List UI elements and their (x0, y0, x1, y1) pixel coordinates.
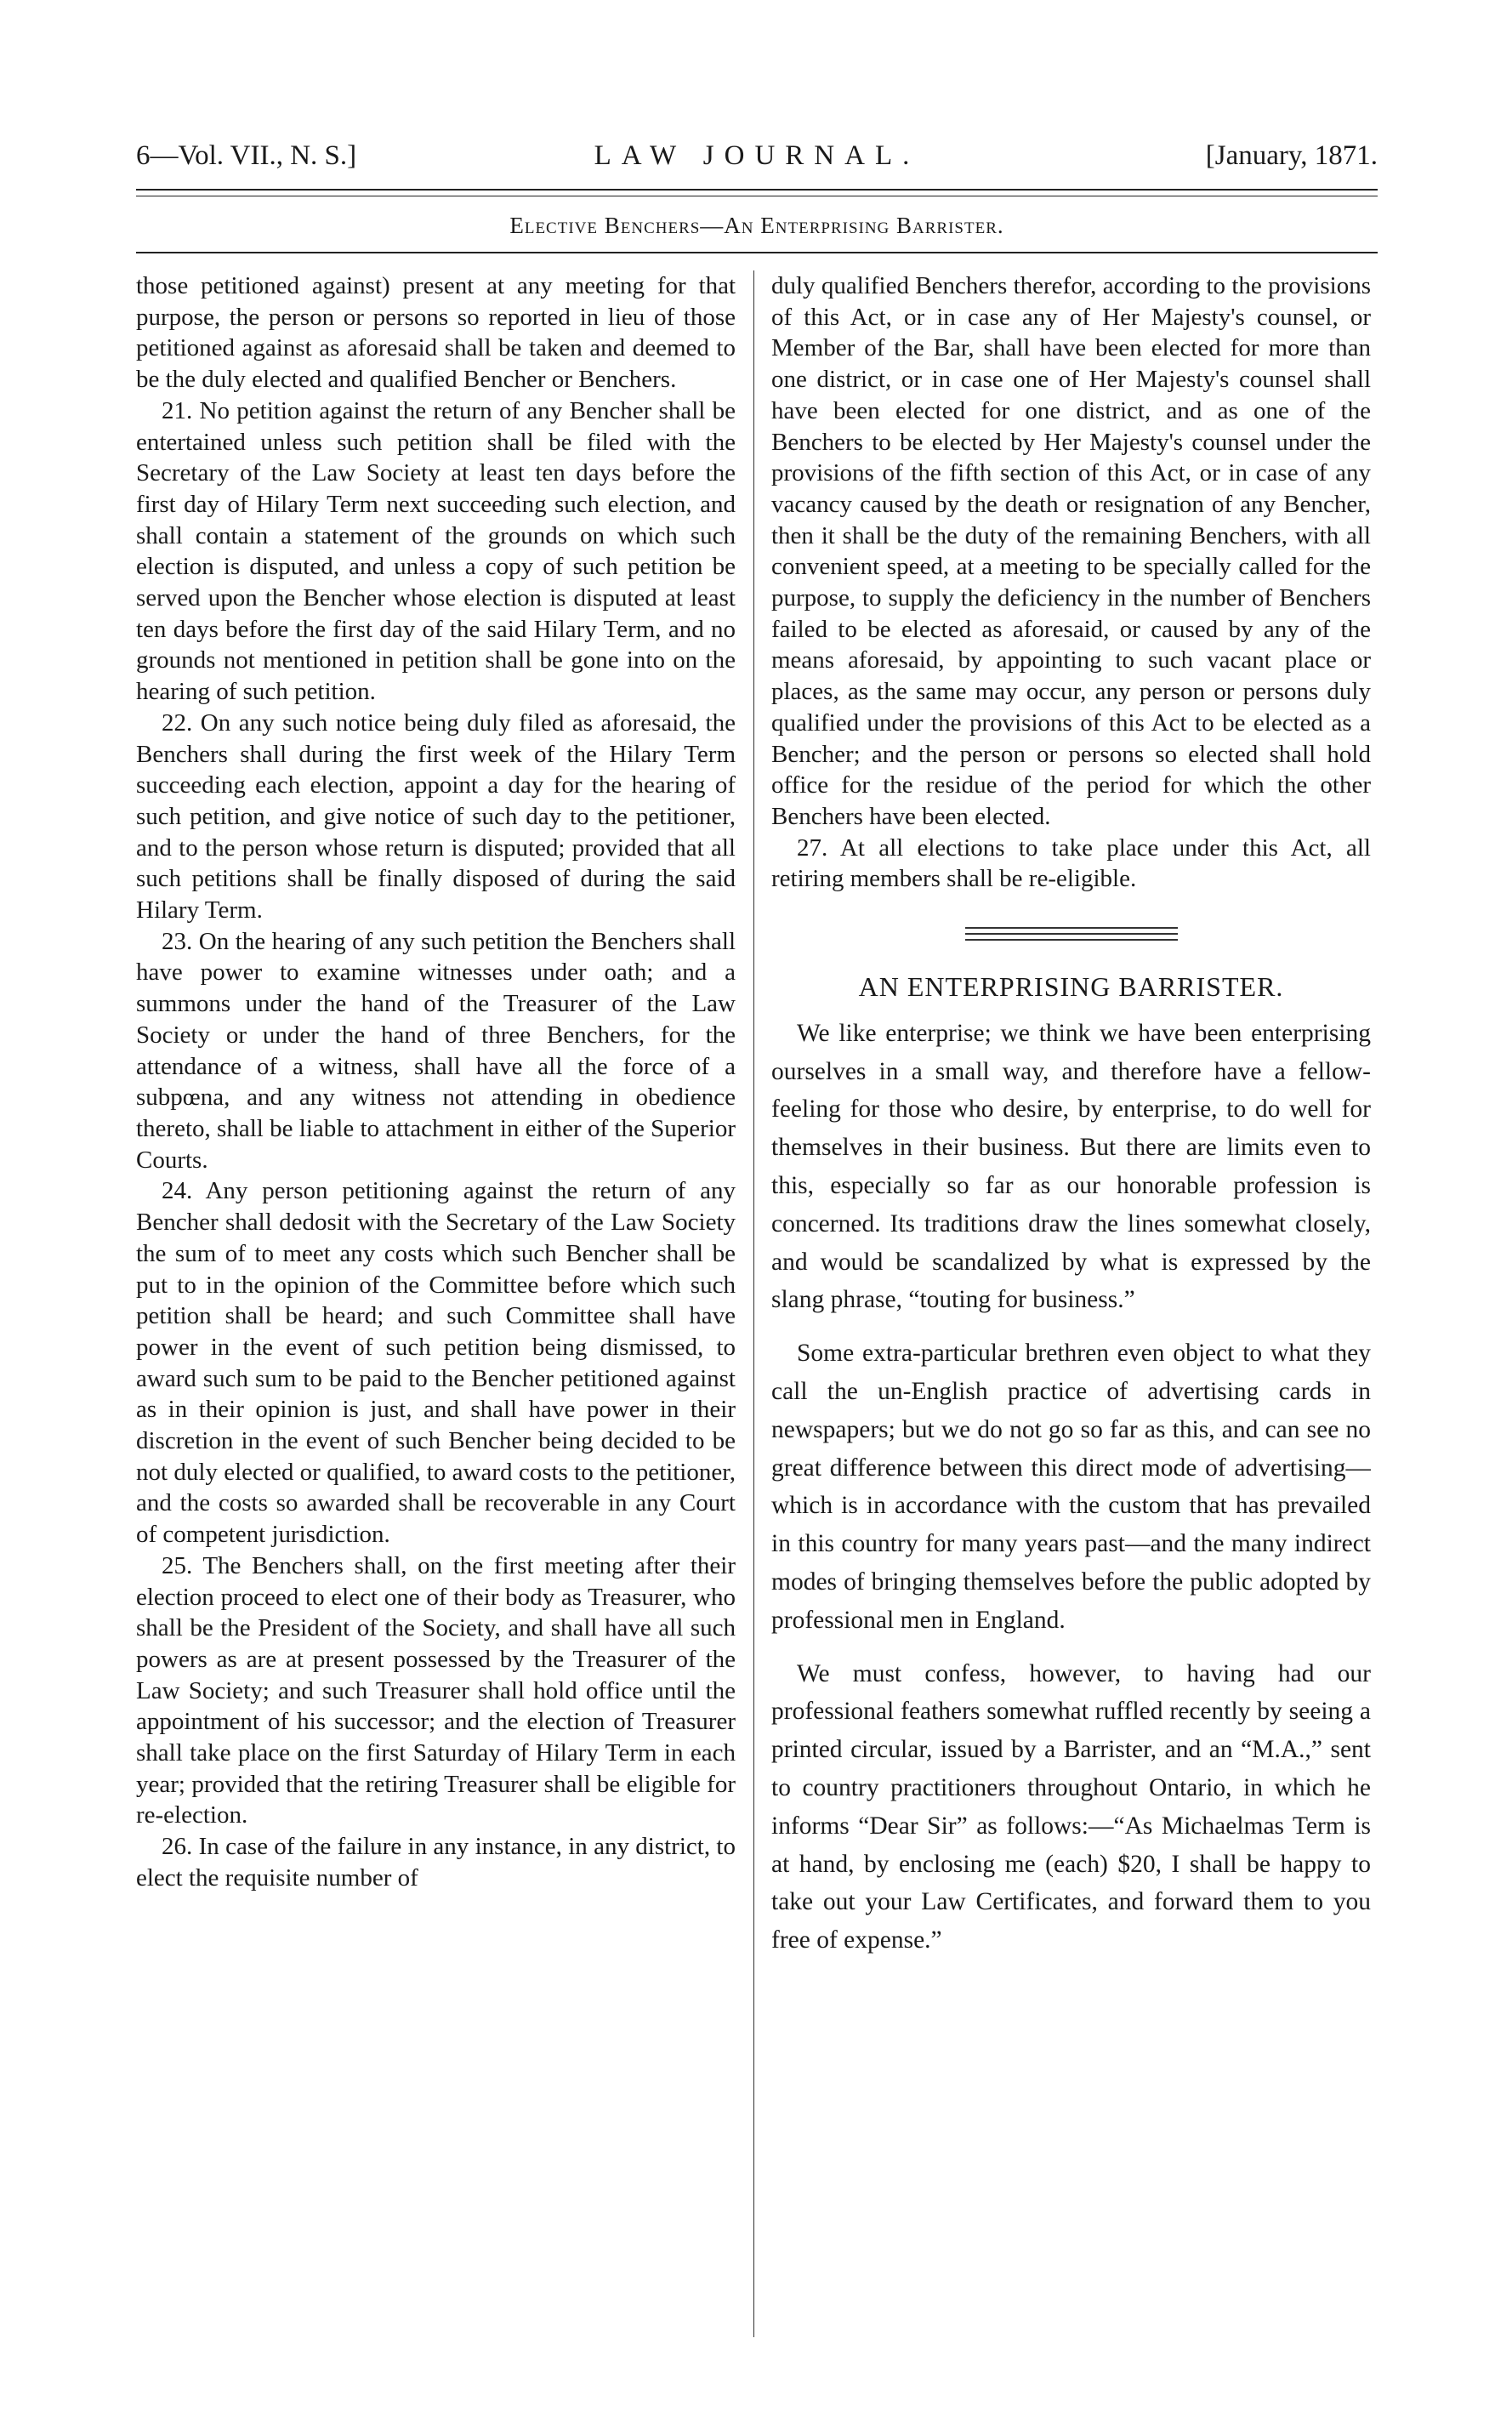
section-26-continued: duly qualified Benchers therefor, according to the provisions of this Act, or in case any of Her Majesty's counsel, or Member of the Bar, shall have been elected for more than one district, or in case one of Her Majesty's counsel shall have been elected for one district, and as one of the Benchers to be elected by Her Majesty's counsel under the provisions of the fifth section of this Act, or in case of any vacancy caused by the death or resignation of any Bencher, then it shall be the duty of the remaining Benchers, with all convenient speed, at a meeting to be specially called for the purpose, to supply the deficiency in the number of Benchers failed to be elected as aforesaid, or caused by any of the means aforesaid, by appointing to such vacant place or places, as the same may occur, any person or persons duly qualified under the provisions of this Act to be elected as a Bencher; and the person or persons so elected shall hold office for the residue of the period for which the other Benchers have been elected. (771, 272, 1371, 830)
article-title: AN ENTERPRISING BARRISTER. (858, 971, 1284, 1003)
section-27: 27. At all elections to take place under this Act, all retiring members shall be re-eligible. (771, 833, 1371, 893)
article-enterprising-barrister (771, 971, 1371, 1960)
running-head (136, 134, 1378, 177)
column-divider (753, 270, 754, 2337)
section-26: 26. In case of the failure in any instance, in any district, to elect the requisite number of (136, 1833, 736, 1892)
left-column (136, 270, 736, 2354)
section-25: 25. The Benchers shall, on the first meeting after their election proceed to elect one of their body as Treasurer, who shall be the President of the Society, and shall have all such powers as are at present possessed by the Treasurer of the Law Society; and such Treasurer shall hold office until the appointment of his successor; and the election of Treasurer shall take place on the first Saturday of Hilary Term in each year; provided that the retiring Treasurer shall be eligible for re-election. (136, 1551, 736, 1829)
section-21: 21. No petition against the return of any Bencher shall be entertained unless such petition shall be filed with the Secretary of the Law Society at least ten days before the first day of Hilary Term next succeeding such election, and shall contain a statement of the grounds on which such election is disputed, and unless a copy of such petition be served upon the Bencher whose election is disputed at least ten days before the first day of the said Hilary Term, and no grounds not mentioned in petition shall be gone into on the hearing of such petition. (136, 396, 736, 706)
article-paragraph: We must confess, however, to having had our professional feathers somewhat ruffled recently by seeing a printed circular, issued by a Barrister, and an “M.A.,” sent to country practitioners throughout Ontario, in which he informs “Dear Sir” as follows:—“As Michaelmas Term is at hand, by enclosing me (each) $20, I shall be happy to take out your Law Certificates, and forward them to you free of expense.” (771, 1659, 1371, 1954)
section-rule (136, 252, 1378, 253)
paragraph-continued: those petitioned against) present at any meeting for that purpose, the person or persons so reported in lieu of those petitioned against as aforesaid shall be taken and deemed to be the duly elected and qualified Bencher or Benchers. (136, 272, 736, 394)
section-title: Elective Benchers—An Enterprising Barrister. (509, 213, 1004, 238)
header-rule (136, 189, 1378, 196)
section-23: 23. On the hearing of any such petition the Benchers shall have power to examine witnesses under oath; and a summons under the hand of the Treasurer of the Law Society or under the hand of three Benchers, for the attendance of a witness, shall have all the force of a subpœna, and any witness not attending in obedience thereto, shall be liable to attachment in either of the Superior Courts. (136, 927, 736, 1174)
section-22: 22. On any such notice being duly filed as aforesaid, the Benchers shall during the first week of the Hilary Term succeeding each election, appoint a day for the hearing of such petition, and give notice of such day to the petitioner, and to the person whose return is disputed; provided that all such petitions shall be finally disposed of during the said Hilary Term. (136, 708, 736, 925)
article-paragraph: We like enterprise; we think we have been enterprising ourselves in a small way, and therefore have a fellow-feeling for those who desire, by enterprise, to do well for themselves in their business. But there are limits even to this, especially so far as our honorable profession is concerned. Its traditions draw the lines somewhat closely, and would be scandalized by what is expressed by the slang phrase, “touting for business.” (771, 1019, 1371, 1314)
article-paragraph: Some extra-particular brethren even object to what they call the un-English practice of advertising cards in newspapers; but we do not go so far as this, and can see no great difference between this direct mode of advertising—which is in accordance with the custom that has prevailed in this country for many years past—and the many indirect modes of bringing themselves before the public adopted by professional men in England. (771, 1340, 1371, 1634)
section-ornament (965, 927, 1178, 941)
page-volume-label: 6—Vol. VII., N. S.] (136, 140, 357, 171)
section-24: 24. Any person petitioning against the return of any Bencher shall dedosit with the Secretary of the Law Society the sum of to meet any costs which such Bencher shall be put to in the opinion of the Committee before which such petition shall be heard; and such Committee shall have power in the event of such petition being dismissed, to award such sum to be paid to the Bencher petitioned against as in their opinion is just, and shall have power in their discretion in the event of such Bencher being decided to be not duly elected or qualified, to award costs to the petitioner, and the costs so awarded shall be recoverable in any Court of competent jurisdiction. (136, 1177, 736, 1549)
issue-date: [January, 1871. (1205, 140, 1378, 171)
right-column (771, 270, 1371, 2354)
journal-title: LAW JOURNAL. (594, 140, 920, 171)
